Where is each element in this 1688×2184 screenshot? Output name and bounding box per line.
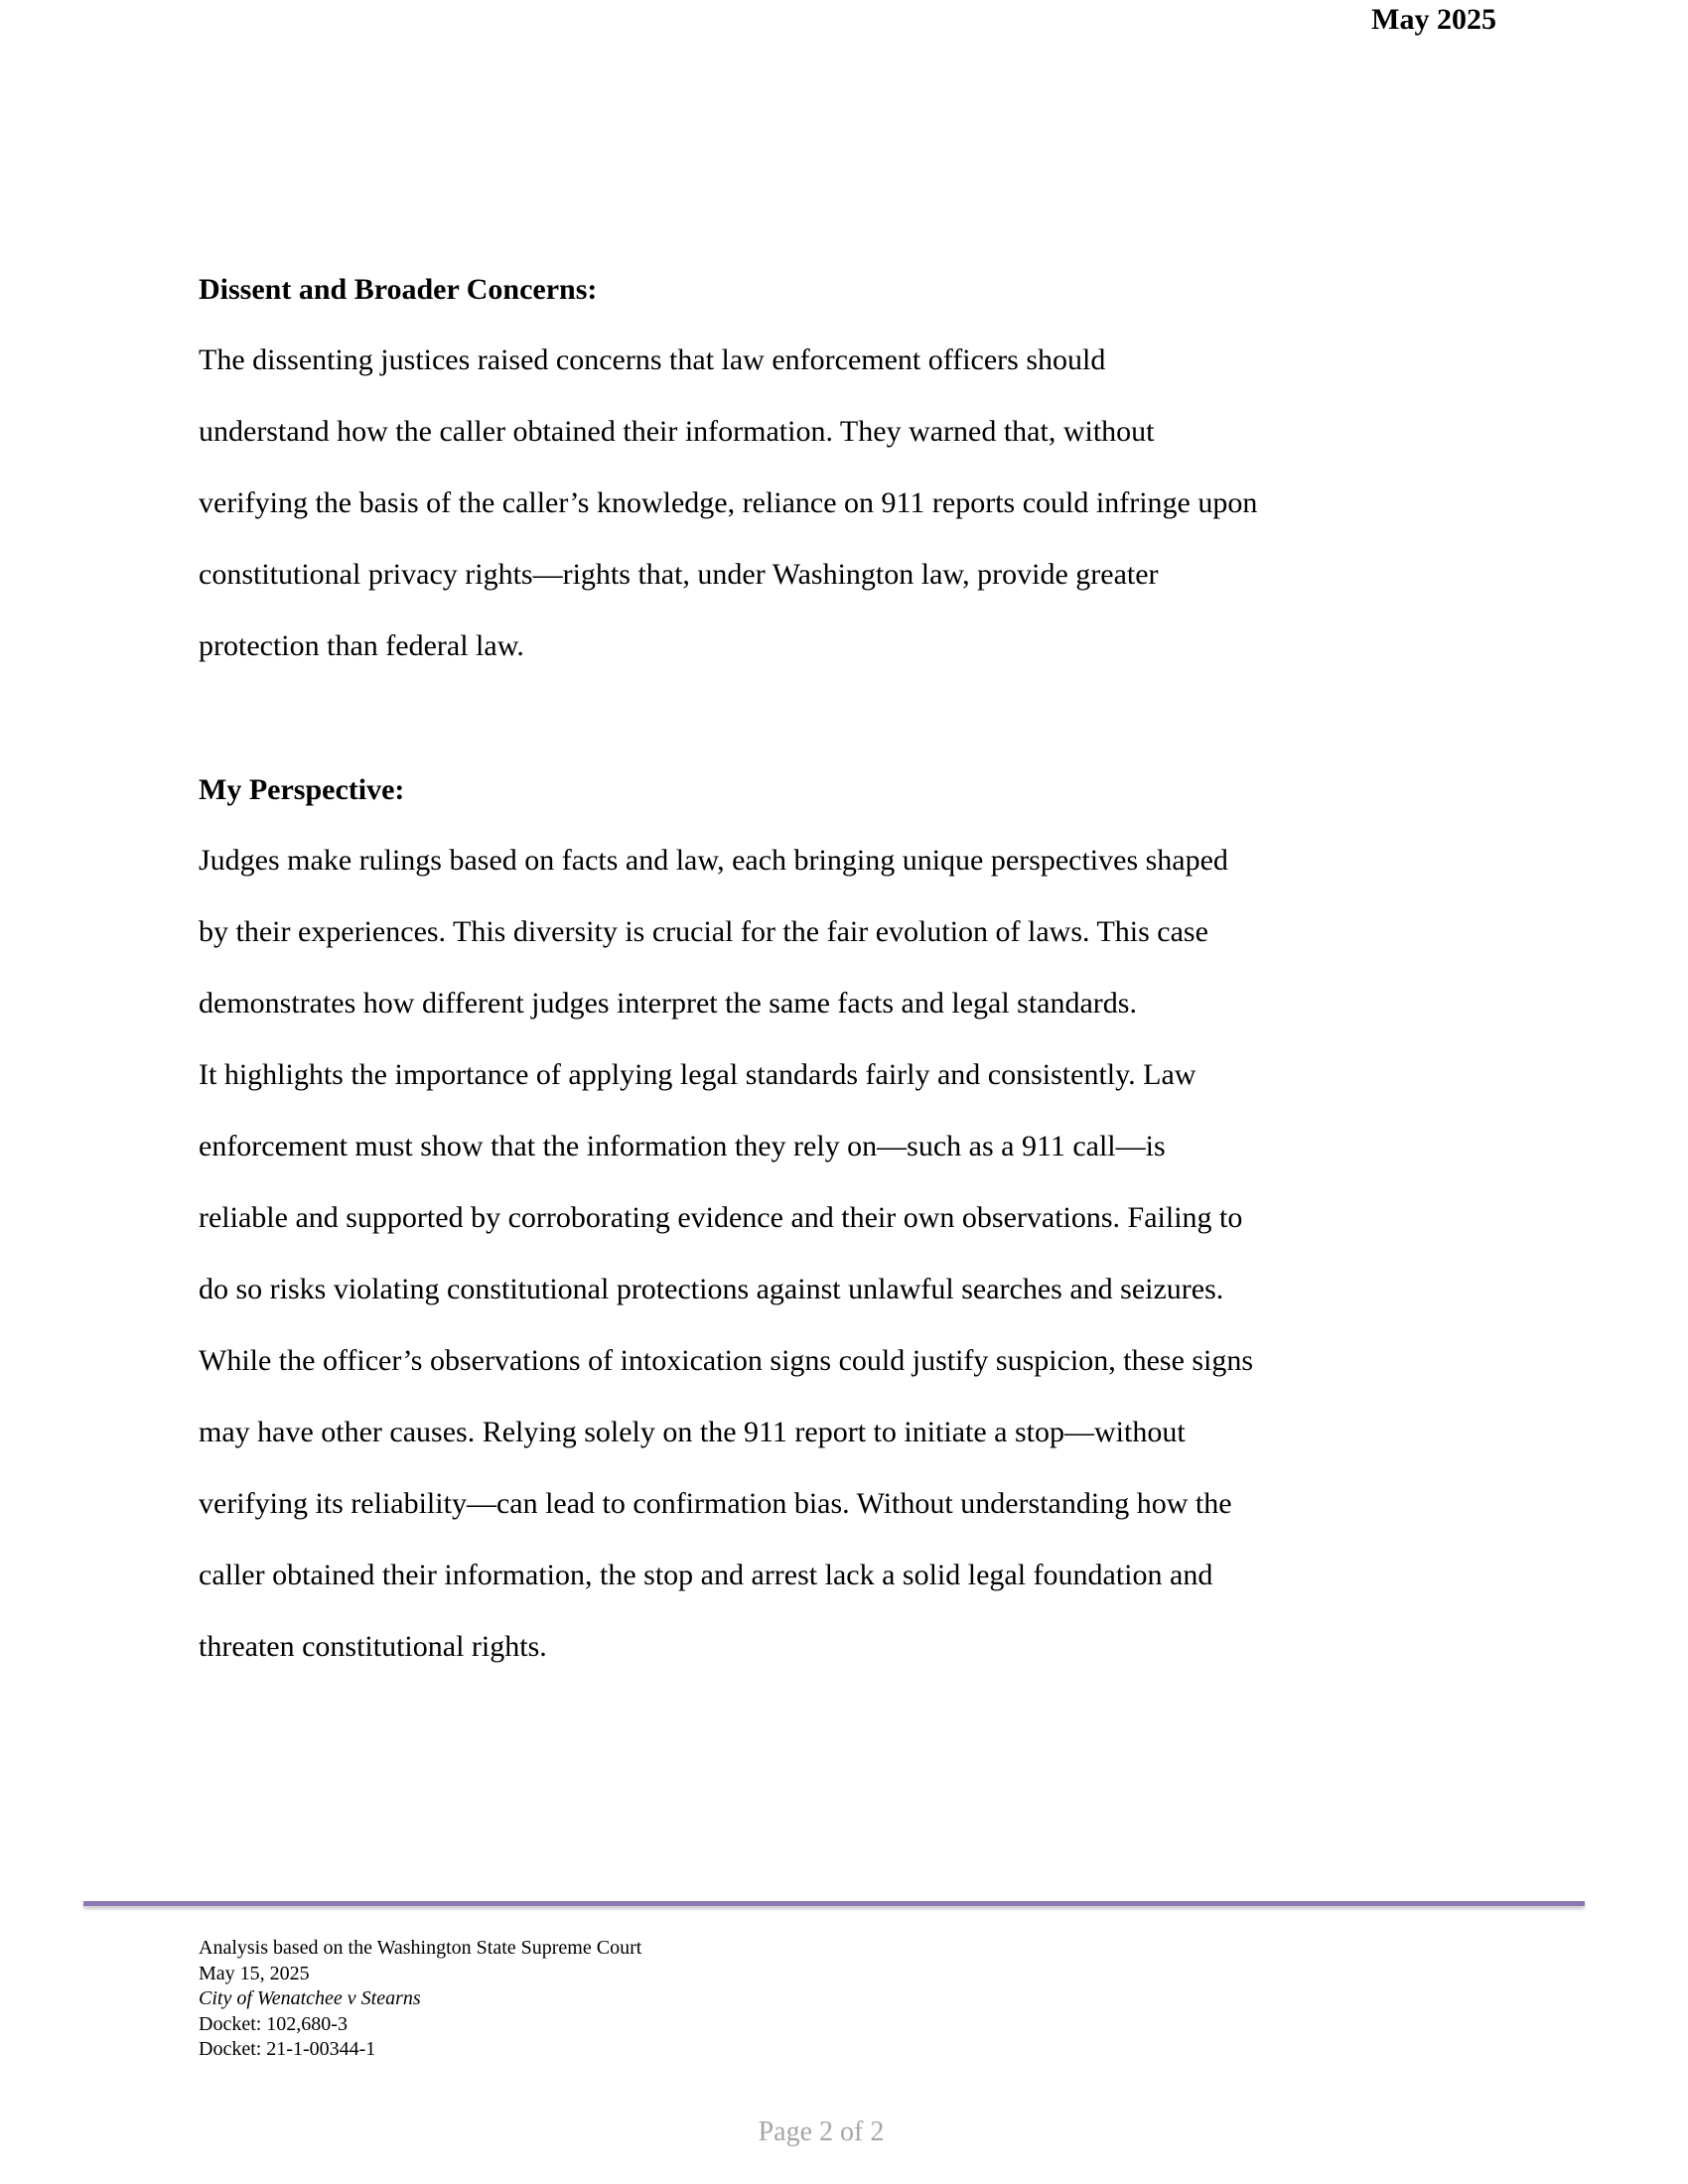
paragraph-line: verifying the basis of the caller’s knowledge, reliance on 911 reports could infringe upon (199, 486, 1258, 519)
paragraph-line: constitutional privacy rights—rights that, under Washington law, provide greater (199, 558, 1159, 591)
section-heading: Dissent and Broader Concerns: (199, 273, 598, 306)
paragraph-line: by their experiences. This diversity is crucial for the fair evolution of laws. This case (199, 915, 1208, 948)
paragraph-line: protection than federal law. (199, 629, 524, 662)
header-date: May 2025 (1371, 3, 1496, 36)
paragraph-line: Judges make rulings based on facts and law, each bringing unique perspectives shaped (199, 844, 1228, 877)
section-heading: My Perspective: (199, 773, 405, 806)
paragraph-line: While the officer’s observations of intoxication signs could justify suspicion, these signs (199, 1344, 1254, 1377)
page-number: Page 2 of 2 (758, 2116, 885, 2147)
paragraph-line: enforcement must show that the information they rely on—such as a 911 call—is (199, 1130, 1166, 1162)
footer-note-docket: Docket: 102,680-3 (199, 2012, 348, 2035)
footer-note-date: May 15, 2025 (199, 1962, 310, 1984)
paragraph-line: The dissenting justices raised concerns that law enforcement officers should (199, 343, 1106, 376)
footer-notes (199, 1936, 641, 2063)
paragraph-line: reliable and supported by corroborating evidence and their own observations. Failing to (199, 1201, 1243, 1234)
paragraph-line: may have other causes. Relying solely on the 911 report to initiate a stop—without (199, 1416, 1186, 1448)
paragraph-line: threaten constitutional rights. (199, 1630, 547, 1663)
footer-divider (83, 1901, 1585, 1906)
paragraph-line: verifying its reliability—can lead to confirmation bias. Without understanding how the (199, 1487, 1232, 1520)
footer-note-docket: Docket: 21-1-00344-1 (199, 2038, 376, 2061)
paragraph-line: caller obtained their information, the stop and arrest lack a solid legal foundation and (199, 1559, 1213, 1591)
paragraph-line: It highlights the importance of applying legal standards fairly and consistently. Law (199, 1058, 1196, 1091)
section-dissent-and-broader-concerns (199, 272, 1479, 664)
paragraph-line: understand how the caller obtained their information. They warned that, without (199, 415, 1155, 448)
footer-note-case-name: City of Wenatchee v Stearns (199, 1987, 421, 2010)
section-my-perspective (199, 772, 1479, 1665)
paragraph-line: do so risks violating constitutional protections against unlawful searches and seizures. (199, 1273, 1224, 1305)
footer-note-source: Analysis based on the Washington State Supreme Court (199, 1937, 642, 1959)
paragraph-line: demonstrates how different judges interpret the same facts and legal standards. (199, 987, 1137, 1020)
